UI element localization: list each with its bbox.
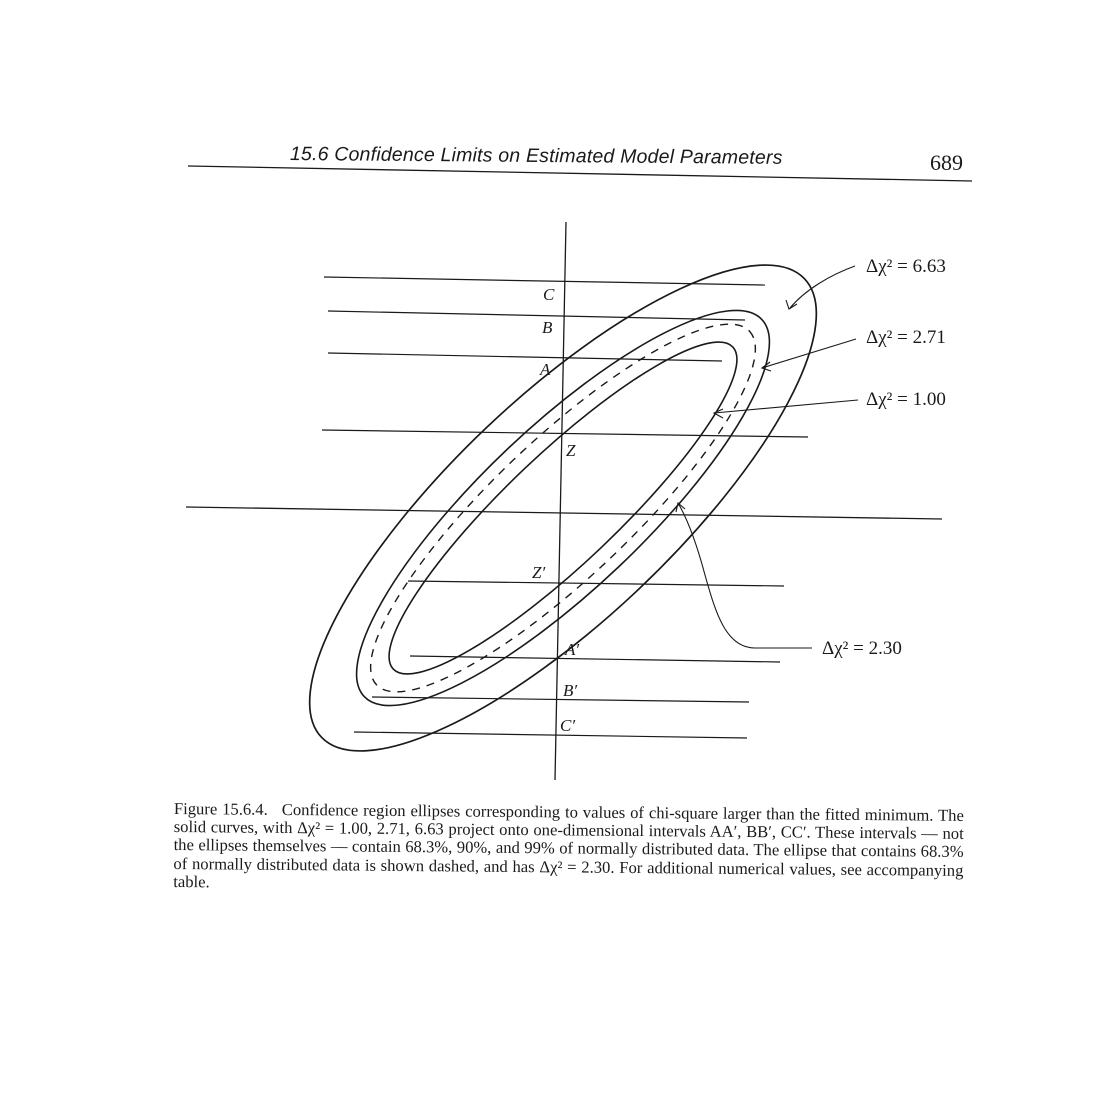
arrowhead-1.00 (714, 409, 723, 418)
leader-6.63 (790, 266, 855, 308)
label-Z: Z (566, 441, 576, 460)
figure-caption (173, 800, 964, 898)
callout-6.63: Δχ² = 6.63 (866, 256, 946, 277)
page-number: 689 (930, 150, 963, 175)
header-rule (188, 166, 972, 181)
callout-2.71: Δχ² = 2.71 (866, 327, 946, 348)
label-C-prime: C′ (560, 716, 576, 735)
label-B-prime: B′ (563, 681, 578, 700)
label-Z-prime: Z′ (532, 563, 546, 582)
label-C: C (543, 285, 555, 304)
horizontal-axis (186, 507, 942, 519)
figure-caption-label: Figure 15.6.4. (173, 799, 268, 819)
projection-line-Z (322, 430, 808, 437)
label-B: B (542, 318, 553, 337)
projection-line-A (328, 353, 722, 361)
running-title: 15.6 Confidence Limits on Estimated Model Parameters (289, 143, 783, 169)
projection-line-C-prime (354, 732, 747, 738)
projection-line-Z-prime (408, 581, 784, 586)
leader-2.71 (762, 339, 856, 368)
callout-2.30: Δχ² = 2.30 (822, 638, 902, 659)
figure-caption-text: Confidence region ellipses corresponding to values of chi-square larger than the fitted minimum. The solid curves, with Δχ² = 1.00, 2.71, 6.63 project onto one-dimensional intervals AA′, BB′, CC′. These intervals — not the ellipses themselves — contain 68.3%, 90%, and 99% of normally distributed data. The ellipse that contains 68.3% of normally distributed data is shown dashed, and has Δχ² = 2.30. For additional numerical values, see accompanying table. (173, 799, 964, 892)
label-A: A (540, 360, 551, 379)
leader-2.30 (678, 503, 812, 648)
projection-line-A-prime (410, 656, 780, 662)
projection-line-B (328, 311, 745, 320)
callout-1.00: Δχ² = 1.00 (866, 389, 946, 410)
label-A-prime: A′ (565, 640, 580, 659)
